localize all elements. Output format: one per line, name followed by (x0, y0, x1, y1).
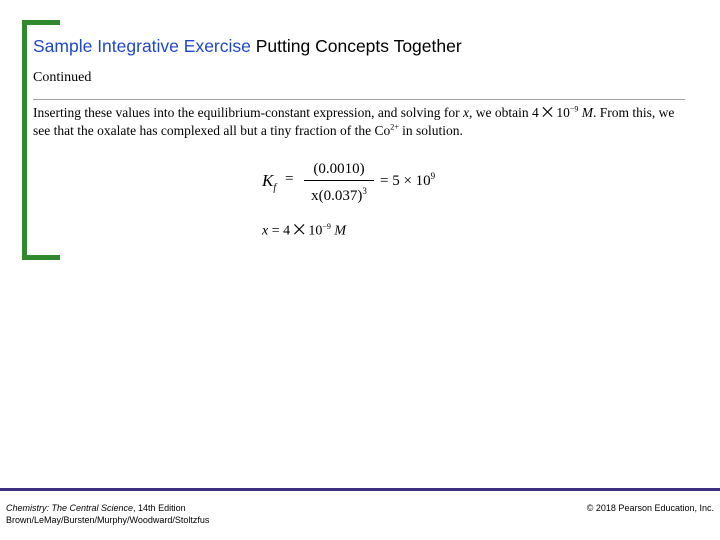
para-ion-charge: 2+ (390, 122, 399, 132)
equation-equals: = (285, 171, 294, 187)
result-exponent: −9 (322, 222, 331, 231)
slide-title (33, 36, 462, 57)
para-variable: x (463, 105, 470, 120)
result-variable: x (262, 223, 269, 239)
footer-citation (6, 502, 209, 526)
footer-book-title: Chemistry: The Central Science (6, 503, 134, 513)
continued-label: Continued (33, 70, 92, 85)
footer-divider (0, 488, 720, 491)
para-exponent: −9 (569, 104, 579, 114)
title-lead: Sample Integrative Exercise (33, 36, 251, 56)
para-text-2: , we obtain 4 ⨉ 10 (469, 105, 570, 120)
equation-numerator: (0.0010) (313, 161, 365, 177)
divider (33, 99, 685, 100)
rhs-exponent: 9 (430, 171, 436, 181)
result-line (262, 222, 346, 240)
para-text-3: . From this, we see that the oxalate has complexed all but a tiny fraction of the Co (33, 105, 675, 138)
footer-copyright: © 2018 Pearson Education, Inc. (586, 503, 714, 513)
equation-denominator: $x(0.037)^3$ (311, 186, 367, 204)
footer-edition: , 14th Edition (133, 503, 186, 513)
equation-rhs: = $5 \times 10^9$ (380, 171, 436, 189)
denominator-exponent: 3 (362, 186, 367, 196)
equation-lhs: $K_f$ (262, 171, 277, 194)
para-unit: M (578, 105, 593, 120)
result-text: = 4 ⨉ 10 (268, 223, 323, 239)
equation-lhs-subscript: f (273, 182, 277, 194)
para-text-4: in solution. (398, 123, 463, 138)
equation-fraction (306, 160, 372, 206)
body-paragraph (33, 104, 693, 140)
result-unit: M (330, 223, 347, 239)
footer-authors: Brown/LeMay/Bursten/Murphy/Woodward/Stoltzfus (6, 515, 210, 525)
title-rest: Putting Concepts Together (250, 36, 462, 56)
para-text-1: Inserting these values into the equilibrium-constant expression, and solving for (33, 105, 464, 120)
